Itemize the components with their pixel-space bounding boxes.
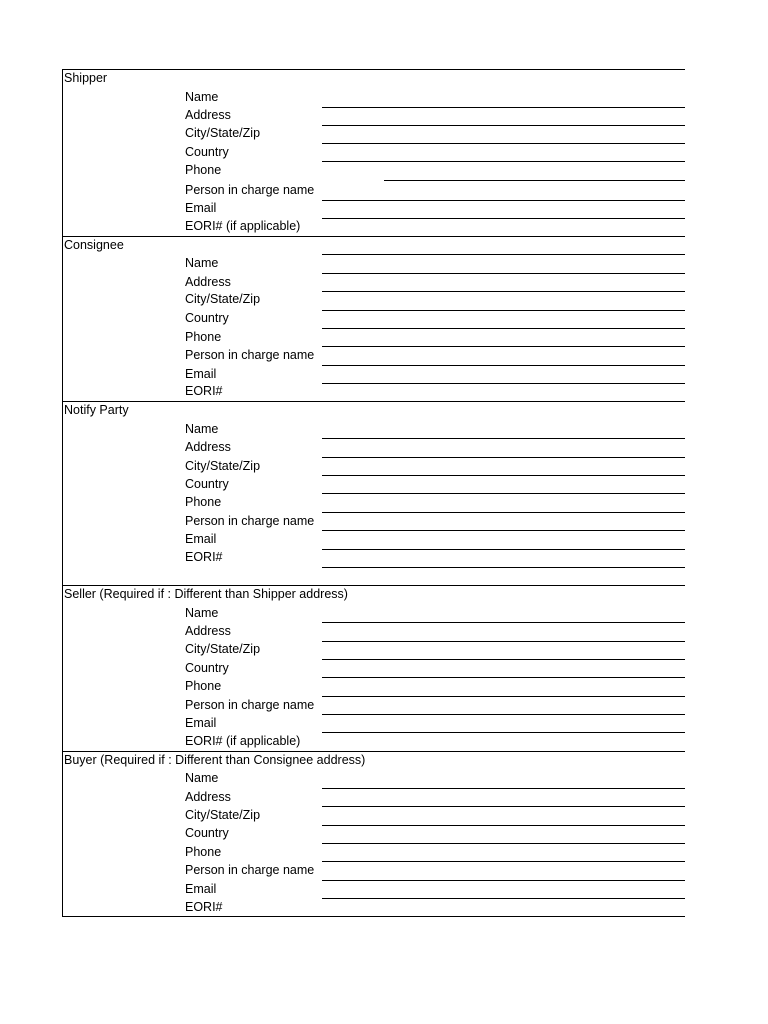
entry-line[interactable] — [322, 732, 685, 733]
field-label: Person in charge name — [185, 863, 315, 877]
field-label: EORI# — [185, 900, 223, 914]
section-title-shipper: Shipper — [64, 71, 108, 85]
field-label: EORI# (if applicable) — [185, 219, 301, 233]
field-label: Phone — [185, 330, 222, 344]
entry-line[interactable] — [322, 365, 685, 366]
form-left-border — [62, 69, 63, 917]
entry-line[interactable] — [322, 714, 685, 715]
field-label: Email — [185, 201, 217, 215]
entry-line[interactable] — [322, 880, 685, 881]
entry-line[interactable] — [322, 457, 685, 458]
entry-line[interactable] — [322, 328, 685, 329]
field-label: Country — [185, 477, 229, 491]
field-label: Country — [185, 311, 229, 325]
entry-line[interactable] — [322, 273, 685, 274]
field-label: Email — [185, 716, 217, 730]
field-label: Phone — [185, 495, 222, 509]
entry-line[interactable] — [322, 861, 685, 862]
field-label: City/State/Zip — [185, 126, 261, 140]
section-divider — [62, 401, 685, 402]
field-label: Country — [185, 826, 229, 840]
entry-line[interactable] — [322, 843, 685, 844]
entry-line[interactable] — [322, 549, 685, 550]
field-label: Email — [185, 532, 217, 546]
field-label: Name — [185, 422, 219, 436]
field-label: Person in charge name — [185, 348, 315, 362]
section-divider — [62, 236, 685, 237]
field-label: Phone — [185, 163, 222, 177]
field-label: City/State/Zip — [185, 459, 261, 473]
entry-line[interactable] — [322, 512, 685, 513]
section-title-notify-party: Notify Party — [64, 403, 129, 417]
entry-line[interactable] — [322, 218, 685, 219]
entry-line[interactable] — [322, 806, 685, 807]
field-label: Name — [185, 606, 219, 620]
entry-line[interactable] — [384, 180, 685, 181]
field-label: Phone — [185, 845, 222, 859]
field-label: Phone — [185, 679, 222, 693]
entry-line[interactable] — [322, 254, 685, 255]
entry-line[interactable] — [322, 143, 685, 144]
field-label: Address — [185, 624, 231, 638]
field-label: EORI# (if applicable) — [185, 734, 301, 748]
entry-line[interactable] — [322, 438, 685, 439]
entry-line[interactable] — [322, 310, 685, 311]
section-title-buyer: Buyer (Required if : Different than Consignee address) — [64, 753, 366, 767]
field-label: Name — [185, 90, 219, 104]
entry-line[interactable] — [322, 677, 685, 678]
section-title-seller: Seller (Required if : Different than Shipper address) — [64, 587, 348, 601]
entry-line[interactable] — [322, 161, 685, 162]
field-label: Person in charge name — [185, 514, 315, 528]
field-label: Country — [185, 661, 229, 675]
form-top-border — [62, 69, 685, 70]
entry-line[interactable] — [322, 291, 685, 292]
field-label: EORI# — [185, 550, 223, 564]
field-label: City/State/Zip — [185, 292, 261, 306]
entry-line[interactable] — [322, 383, 685, 384]
entry-line[interactable] — [322, 696, 685, 697]
field-label: Email — [185, 882, 217, 896]
entry-line[interactable] — [322, 641, 685, 642]
field-label: Address — [185, 108, 231, 122]
field-label: Email — [185, 367, 217, 381]
entry-line[interactable] — [322, 125, 685, 126]
section-title-consignee: Consignee — [64, 238, 124, 252]
entry-line[interactable] — [322, 788, 685, 789]
entry-line[interactable] — [322, 898, 685, 899]
field-label: Name — [185, 256, 219, 270]
field-label: Person in charge name — [185, 183, 315, 197]
field-label: Address — [185, 275, 231, 289]
entry-line[interactable] — [322, 475, 685, 476]
entry-line[interactable] — [322, 567, 685, 568]
entry-line[interactable] — [322, 530, 685, 531]
field-label: City/State/Zip — [185, 642, 261, 656]
field-label: Address — [185, 440, 231, 454]
field-label: City/State/Zip — [185, 808, 261, 822]
entry-line[interactable] — [322, 825, 685, 826]
entry-line[interactable] — [322, 346, 685, 347]
entry-line[interactable] — [322, 622, 685, 623]
entry-line[interactable] — [322, 493, 685, 494]
field-label: EORI# — [185, 384, 223, 398]
entry-line[interactable] — [322, 107, 685, 108]
entry-line[interactable] — [322, 200, 685, 201]
field-label: Country — [185, 145, 229, 159]
field-label: Person in charge name — [185, 698, 315, 712]
form-bottom-border — [62, 916, 685, 917]
field-label: Address — [185, 790, 231, 804]
field-label: Name — [185, 771, 219, 785]
entry-line[interactable] — [322, 659, 685, 660]
